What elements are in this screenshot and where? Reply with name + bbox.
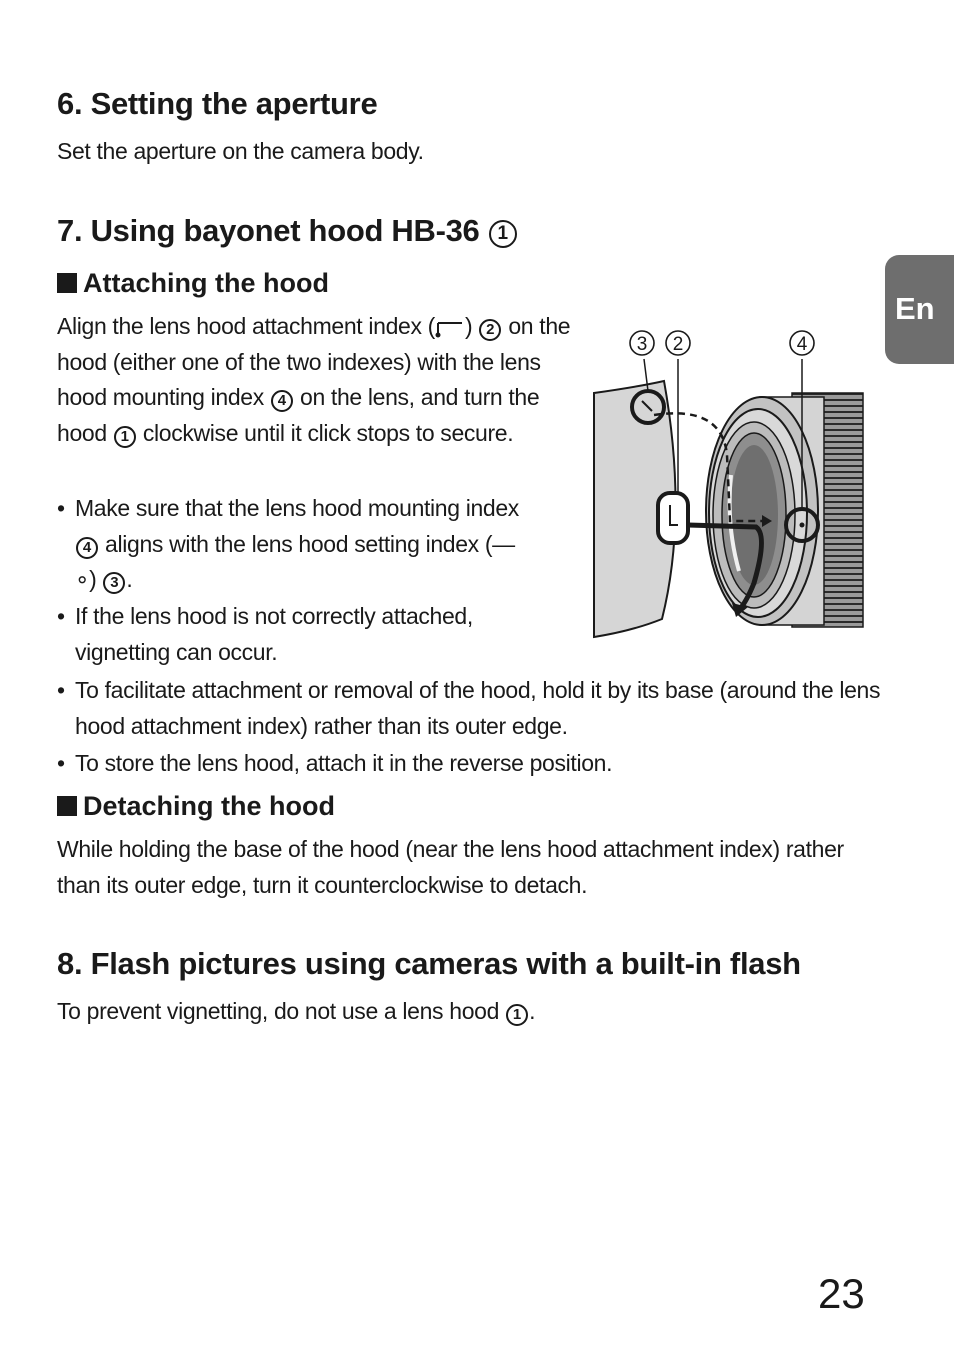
section-8-heading: 8. Flash pictures using cameras with a built-in flash (57, 946, 801, 981)
square-bullet-icon (57, 796, 77, 816)
attaching-heading-text: Attaching the hood (83, 268, 329, 298)
text-run: If the lens hood is not correctly attached, vignetting can occur. (75, 603, 473, 665)
text-run: To store the lens hood, attach it in the reverse position. (75, 750, 613, 776)
section-6-body: Set the aperture on the camera body. (57, 138, 424, 164)
text-run: clockwise until it click stops to secure. (142, 419, 514, 446)
callout-label: 3 (636, 334, 648, 355)
attaching-heading (57, 268, 329, 299)
text-run: To facilitate attachment or removal of the hood, hold it by its base (around the lens hood attachment index) rather than its outer edge. (75, 677, 881, 739)
attachment-index-icon (435, 318, 465, 338)
callout-label: 2 (672, 334, 684, 355)
ref-circle: 4 (271, 390, 293, 412)
text-run: ) (89, 566, 97, 592)
callout-2 (666, 331, 690, 355)
detaching-heading (57, 791, 335, 822)
ref-circle: 3 (103, 572, 125, 594)
text-run: Make sure that the lens hood mounting index (75, 495, 519, 521)
text-run: on the hood (either one of the two indexes) with the lens hood mounting index (57, 313, 571, 410)
section-8-body (57, 994, 535, 1030)
text-run: aligns with the lens hood setting index ( (105, 530, 493, 557)
language-tab-label: En (895, 291, 935, 326)
page-number: 23 (818, 1270, 865, 1317)
lens-hood-illustration (592, 325, 872, 645)
attachment-index-marker (658, 493, 688, 543)
text-run: . (529, 998, 536, 1024)
ref-circle: 2 (479, 319, 501, 341)
attaching-paragraph (57, 309, 592, 451)
setting-index-symbol: —∘ (75, 530, 515, 592)
ref-circle: 1 (506, 1004, 528, 1026)
detaching-body: While holding the base of the hood (near the lens hood attachment index) rather than its outer edge, turn it counterclockwise to detach. (57, 836, 844, 898)
section-7-heading-text: 7. Using bayonet hood HB-36 (57, 213, 480, 248)
square-bullet-icon (57, 273, 77, 293)
text-run: ) (464, 313, 473, 339)
callout-3 (630, 331, 654, 355)
detaching-heading-text: Detaching the hood (83, 791, 335, 821)
section-6-heading: 6. Setting the aperture (57, 86, 378, 121)
text-run: Align the lens hood attachment index ( (57, 313, 435, 339)
language-tab (885, 255, 954, 364)
bullet-item: • If the lens hood is not correctly attached, vignetting can occur. (57, 603, 473, 665)
callout-4 (790, 331, 814, 355)
bullet-item: • To facilitate attachment or removal of the hood, hold it by its base (around the lens hood attachment index) rather than its outer edge. (57, 677, 881, 739)
section-7-heading (57, 213, 518, 249)
bullet-item: • To store the lens hood, attach it in the reverse position. (57, 750, 613, 776)
text-run: on the lens, and turn the hood (57, 384, 540, 446)
ref-circle: 4 (76, 537, 98, 559)
text-run: To prevent vignetting, do not use a lens hood (57, 998, 500, 1024)
bullet-item: • Make sure that the lens hood mounting index 4 aligns with the lens hood setting index (—∘) 3 . (57, 495, 519, 592)
text-run: . (126, 566, 133, 592)
callout-label: 4 (796, 334, 808, 355)
ref-circle: 1 (489, 220, 517, 248)
ref-circle: 1 (114, 426, 136, 448)
